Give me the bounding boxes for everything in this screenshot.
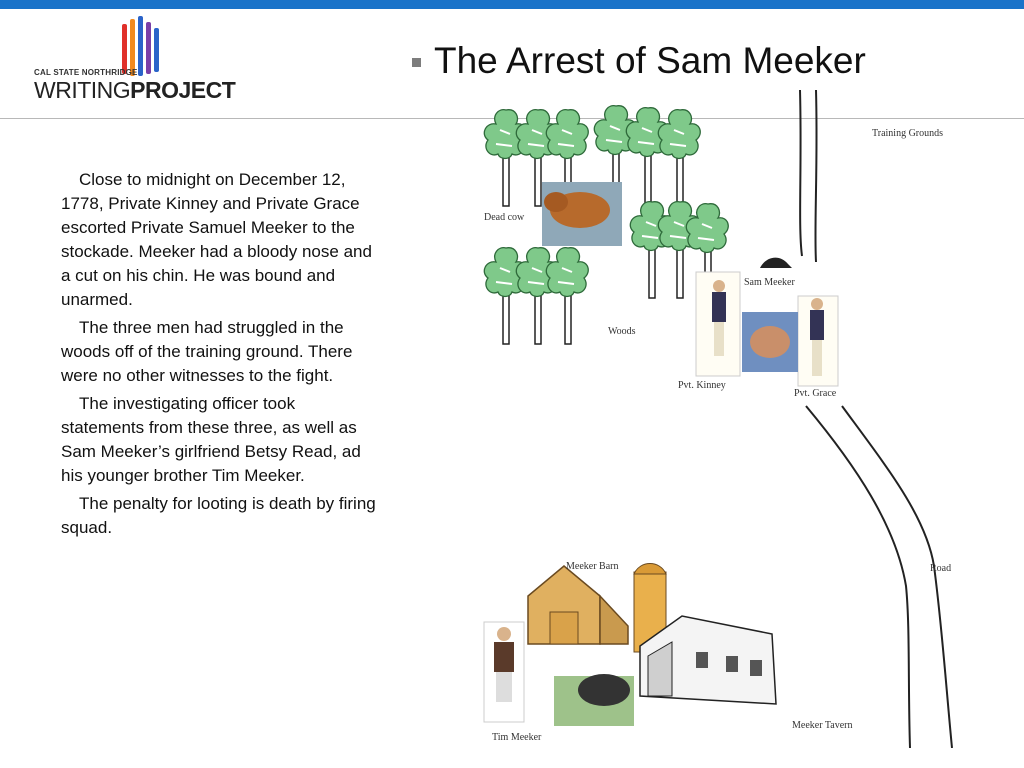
logo-program-text: WRITINGPROJECT [34, 77, 236, 103]
label-woods: Woods [608, 326, 636, 337]
logo-university-text: CAL STATE NORTHRIDGE [34, 68, 138, 77]
label-dead-cow: Dead cow [484, 212, 525, 223]
crime-scene-map [476, 86, 956, 748]
title-bullet-icon [412, 58, 421, 67]
paragraph-2: The three men had struggled in the woods off of the training ground. There were no other witnesses to the fight. [61, 318, 353, 385]
top-accent-bar [0, 0, 1024, 9]
label-sam-meeker: Sam Meeker [744, 277, 795, 288]
label-meeker-barn: Meeker Barn [566, 561, 619, 572]
slide-title: The Arrest of Sam Meeker [434, 40, 866, 81]
slide-title-row [412, 40, 866, 82]
label-training-grounds: Training Grounds [872, 128, 944, 139]
label-pvt-grace: Pvt. Grace [794, 388, 837, 399]
paragraph-3: The investigating officer took statements from these three, as well as Sam Meeker’s girlfriend Betsy Read, ad his younger brother Tim Meeker. [61, 394, 361, 485]
label-pvt-kinney: Pvt. Kinney [678, 380, 726, 391]
paragraph-4: The penalty for looting is death by firing squad. [61, 494, 376, 537]
label-tim-meeker: Tim Meeker [492, 732, 542, 743]
label-meeker-tavern: Meeker Tavern [792, 720, 853, 731]
map-illustration [476, 86, 956, 748]
cal-state-northridge-writing-project-logo [32, 16, 236, 106]
slide-body [61, 168, 379, 544]
label-road: Road [930, 563, 952, 574]
paragraph-1: Close to midnight on December 12, 1778, Private Kinney and Private Grace escorted Private Samuel Meeker to the stockade. Meeker had a bloody nose and a cut on his chin. He was bound and unarmed. [61, 170, 372, 309]
